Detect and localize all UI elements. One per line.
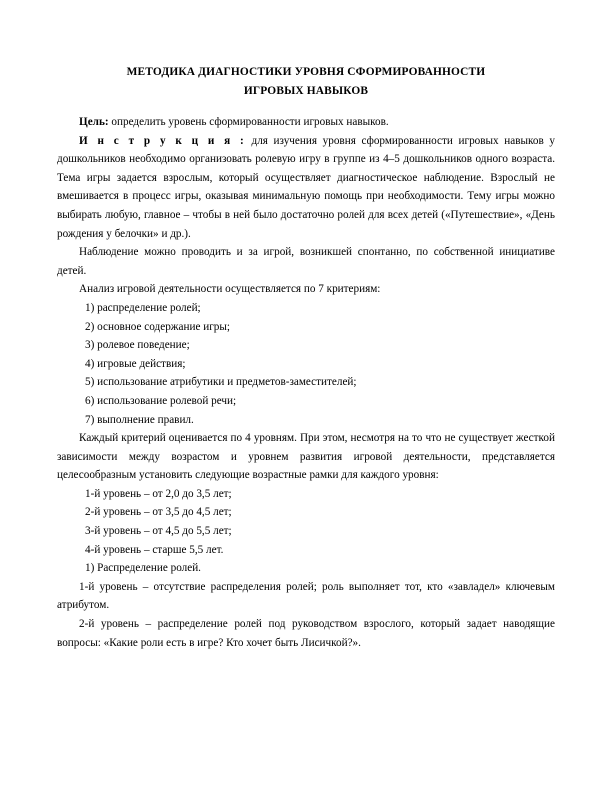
paragraph-instruction [57,132,555,244]
list-item: 1-й уровень – от 2,0 до 3,5 лет; [85,487,232,500]
page-content [57,63,555,652]
page-title-line-1: МЕТОДИКА ДИАГНОСТИКИ УРОВНЯ СФОРМИРОВАННОСТИ [126,66,486,78]
paragraph-analysis-intro: Анализ игровой деятельности осуществляется по 7 критериям: [79,283,381,296]
page-title-line-2: ИГРОВЫХ НАВЫКОВ [243,85,369,97]
section-one-title: 1) Распределение ролей. [85,562,201,575]
list-item: 6) использование ролевой речи; [85,394,237,407]
goal-label: Цель: [79,116,109,128]
list-item: 1) распределение ролей; [85,301,201,314]
paragraph-level-two-detail: 2-й уровень – распределение ролей под руководством взрослого, который задает наводящие вопросы: «Какие роли есть в игре? Кто хочет быть Лисичкой?». [57,618,555,649]
list-item: 4-й уровень – старше 5,5 лет. [85,543,224,556]
list-item: 2) основное содержание игры; [85,320,231,333]
page-title [57,63,555,101]
list-item: 5) использование атрибутики и предметов-заместителей; [85,376,357,389]
goal-text: определить уровень сформированности игровых навыков. [108,116,389,128]
instruction-text: для изучения уровня сформированности игровых навыков у дошкольников необходимо организовать ролевую игру в группе из 4–5 дошкольников одного возраста. Тема игры задается взрослым, который осуществляет диагностическое наблюдение. Взрослый не вмешивается в процесс игры, оказывая минимальную помощь при необходимости. Тему игры можно выбирать любую, главное – чтобы в ней было достаточно ролей для всех детей («Путешествие», «День рождения у белочки» и др.). [57,134,555,240]
list-item: 3-й уровень – от 4,5 до 5,5 лет; [85,525,232,538]
paragraph-level-one-detail: 1-й уровень – отсутствие распределения ролей; роль выполняет тот, кто «завладел» ключевым атрибутом. [57,580,555,612]
paragraph-goal [57,113,555,132]
list-item: 4) игровые действия; [85,357,186,370]
list-item: 3) ролевое поведение; [85,339,190,352]
paragraph-observation: Наблюдение можно проводить и за игрой, возникшей спонтанно, по собственной инициативе детей. [57,246,555,277]
paragraph-criteria-scoring: Каждый критерий оценивается по 4 уровням. При этом, несмотря на то что не существует жесткой зависимости между возрастом и уровнем развития игровой деятельности, представляется целесообразным установить следующие возрастные рамки для каждого уровня: [57,432,555,482]
list-item: 7) выполнение правил. [85,413,194,426]
instruction-label: И н с т р у к ц и я : [79,134,246,147]
list-item: 2-й уровень – от 3,5 до 4,5 лет; [85,506,232,519]
